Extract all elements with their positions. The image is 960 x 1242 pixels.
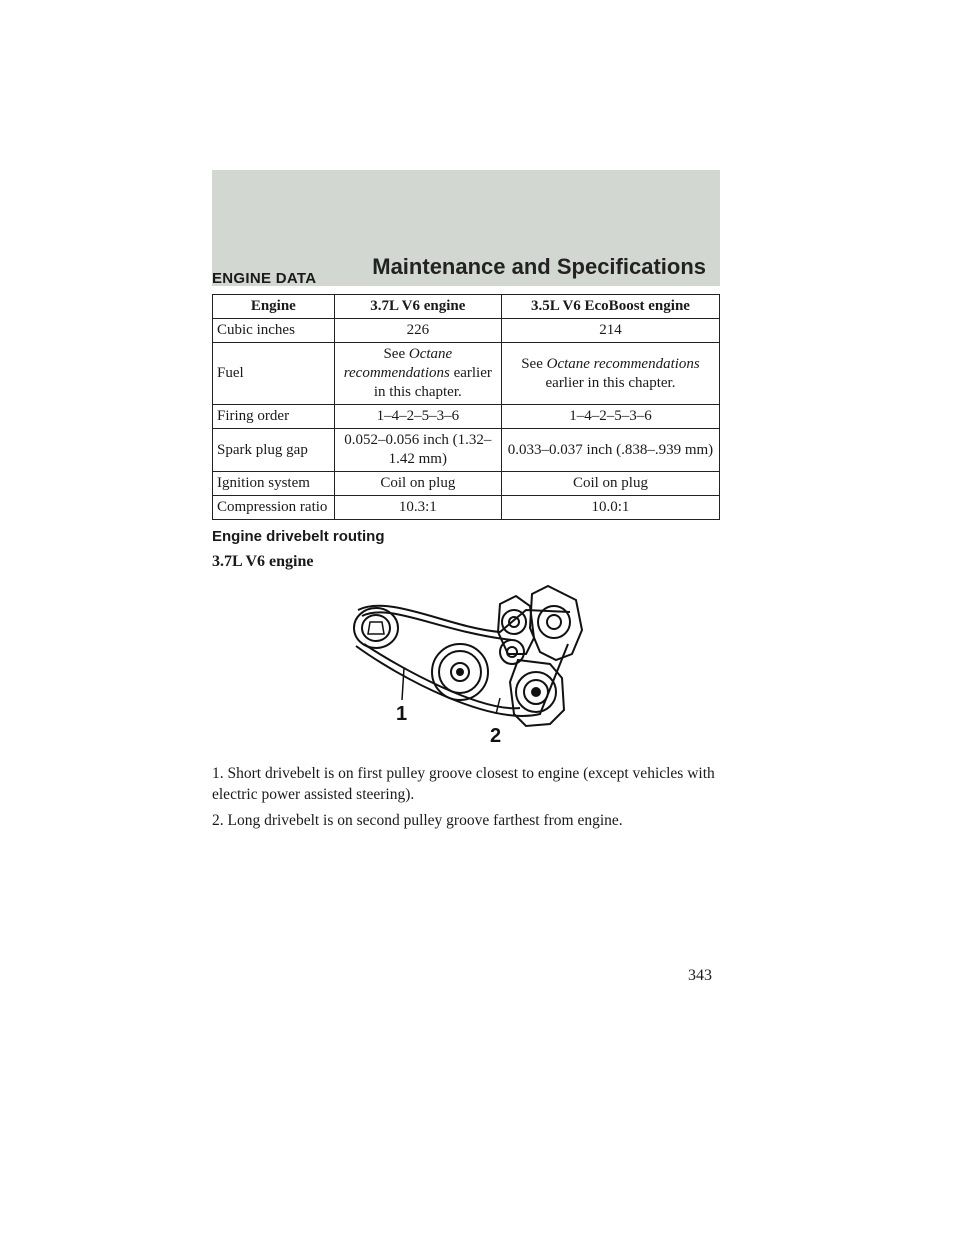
table-row (213, 343, 720, 405)
row-label-cubic-inches: Cubic inches (213, 319, 335, 343)
fuel-37l (334, 343, 501, 405)
compression-ratio-37l: 10.3:1 (334, 496, 501, 520)
table-row (213, 319, 720, 343)
ignition-system-37l: Coil on plug (334, 472, 501, 496)
table-header-row (213, 295, 720, 319)
ignition-system-35l: Coil on plug (501, 472, 719, 496)
page-header-title: Maintenance and Specifications (372, 254, 706, 279)
table-row (213, 496, 720, 520)
row-label-compression-ratio: Compression ratio (213, 496, 335, 520)
engine-subheading: 3.7L V6 engine (212, 553, 314, 570)
cubic-inches-37l: 226 (334, 319, 501, 343)
fuel-37l-see: See (383, 346, 406, 362)
drivebelt-routing-diagram (350, 582, 590, 752)
col-header-37l: 3.7L V6 engine (334, 295, 501, 319)
firing-order-35l: 1–4–2–5–3–6 (501, 405, 719, 429)
fuel-37l-rest: earlier in this chapter. (373, 365, 492, 400)
fuel-35l-octane-ref: Octane recommendations (546, 355, 700, 372)
spark-plug-gap-35l: 0.033–0.037 inch (.838–.939 mm) (501, 429, 719, 472)
drivebelt-note-2: 2. Long drivebelt is on second pulley groove farthest from engine. (212, 812, 623, 829)
table-row (213, 405, 720, 429)
drivebelt-note-1: 1. Short drivebelt is on first pulley groove closest to engine (except vehicles with electric power assisted steering). (212, 765, 715, 803)
drivebelt-routing-heading: Engine drivebelt routing (212, 528, 385, 545)
fuel-35l (501, 343, 719, 405)
fuel-37l-octane-ref: Octane recommendations (343, 346, 453, 381)
cubic-inches-35l: 214 (501, 319, 719, 343)
fuel-35l-rest: earlier in this chapter. (545, 374, 676, 391)
firing-order-37l: 1–4–2–5–3–6 (334, 405, 501, 429)
row-label-spark-plug-gap: Spark plug gap (213, 429, 335, 472)
row-label-fuel: Fuel (213, 343, 335, 405)
callout-1-label: 1 (396, 703, 408, 725)
compression-ratio-35l: 10.0:1 (501, 496, 719, 520)
callout-2-label: 2 (490, 725, 502, 747)
table-row (213, 429, 720, 472)
fuel-35l-see: See (521, 355, 543, 372)
header-band (212, 170, 720, 286)
row-label-ignition-system: Ignition system (213, 472, 335, 496)
spark-plug-gap-37l: 0.052–0.056 inch (1.32–1.42 mm) (334, 429, 501, 472)
table-row (213, 472, 720, 496)
row-label-firing-order: Firing order (213, 405, 335, 429)
col-header-engine: Engine (213, 295, 335, 319)
col-header-35l: 3.5L V6 EcoBoost engine (501, 295, 719, 319)
section-title: ENGINE DATA (212, 270, 317, 287)
page-number: 343 (688, 967, 712, 984)
engine-data-table (212, 294, 720, 520)
callout-1-leader (402, 668, 404, 700)
